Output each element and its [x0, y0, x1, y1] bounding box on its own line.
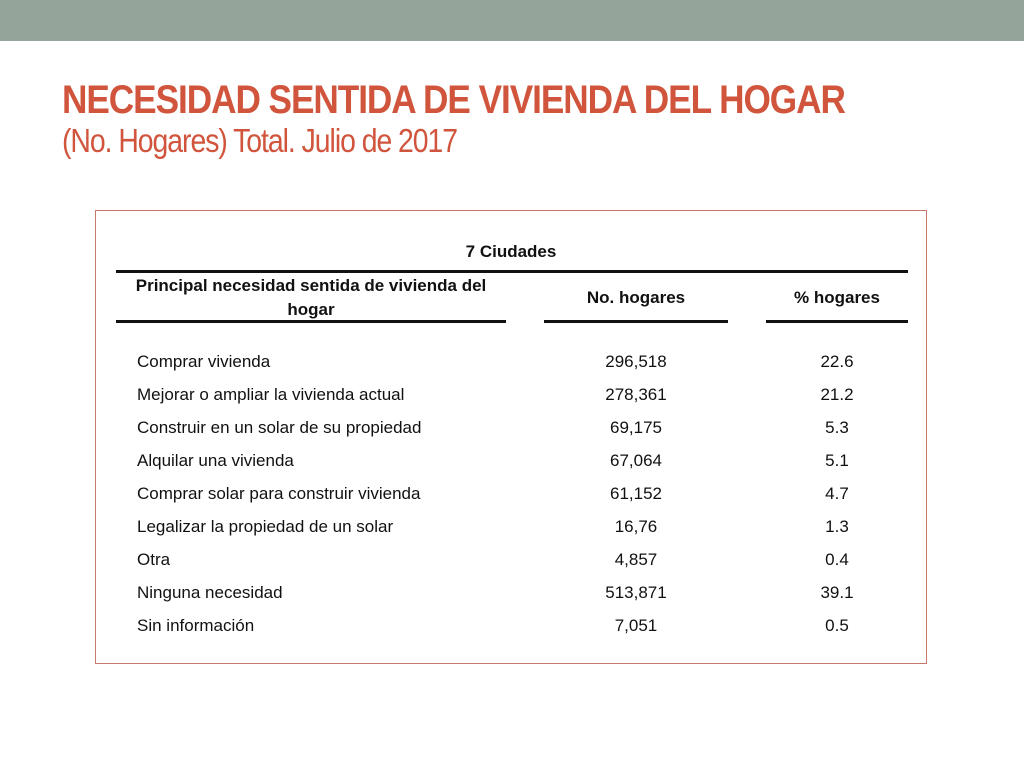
table-row: [96, 418, 926, 451]
row-percent: 21.2: [820, 385, 854, 404]
row-percent: 22.6: [820, 352, 854, 371]
top-rule: [116, 270, 908, 273]
row-percent: 5.3: [825, 418, 849, 437]
row-percent: 0.5: [825, 616, 849, 635]
row-label: Alquilar una vivienda: [137, 451, 294, 470]
row-label: Ninguna necesidad: [137, 583, 283, 602]
row-label: Comprar solar para construir vivienda: [137, 484, 421, 503]
header-rule-households: [544, 320, 728, 323]
top-banner: [0, 0, 1024, 41]
row-households: 296,518: [605, 352, 667, 371]
row-households: 7,051: [614, 616, 658, 635]
row-percent: 5.1: [825, 451, 849, 470]
row-percent: 39.1: [820, 583, 854, 602]
slide-title: NECESIDAD SENTIDA DE VIVIENDA DEL HOGAR: [62, 78, 845, 122]
row-label: Mejorar o ampliar la vivienda actual: [137, 385, 405, 404]
group-header: 7 Ciudades: [465, 242, 557, 261]
row-label: Comprar vivienda: [137, 352, 271, 371]
table-row: [96, 352, 926, 385]
column-header-percent: % hogares: [794, 288, 880, 307]
row-households: 4,857: [614, 550, 658, 569]
row-percent: 4.7: [825, 484, 849, 503]
table-row: [96, 385, 926, 418]
table-row: [96, 451, 926, 484]
table-row: [96, 484, 926, 517]
row-households: 67,064: [610, 451, 662, 470]
data-table: [95, 210, 927, 664]
row-percent: 0.4: [825, 550, 849, 569]
slide-header: [62, 78, 1002, 160]
table-row: [96, 550, 926, 583]
column-header-households: No. hogares: [586, 288, 686, 307]
row-percent: 1.3: [825, 517, 849, 536]
table-row: [96, 583, 926, 616]
header-rule-percent: [766, 320, 908, 323]
row-households: 16,76: [614, 517, 658, 536]
table-row: [96, 517, 926, 550]
row-label: Otra: [137, 550, 171, 569]
row-label: Legalizar la propiedad de un solar: [137, 517, 394, 536]
table-row: [96, 616, 926, 649]
row-label: Sin información: [137, 616, 255, 635]
row-label: Construir en un solar de su propiedad: [137, 418, 422, 437]
row-households: 278,361: [605, 385, 667, 404]
row-households: 513,871: [605, 583, 667, 602]
header-rule-need: [116, 320, 506, 323]
slide-subtitle: (No. Hogares) Total. Julio de 2017: [62, 122, 458, 159]
row-households: 61,152: [610, 484, 662, 503]
column-header-need: Principal necesidad sentida de vivienda del hogar: [135, 276, 487, 319]
row-households: 69,175: [610, 418, 662, 437]
